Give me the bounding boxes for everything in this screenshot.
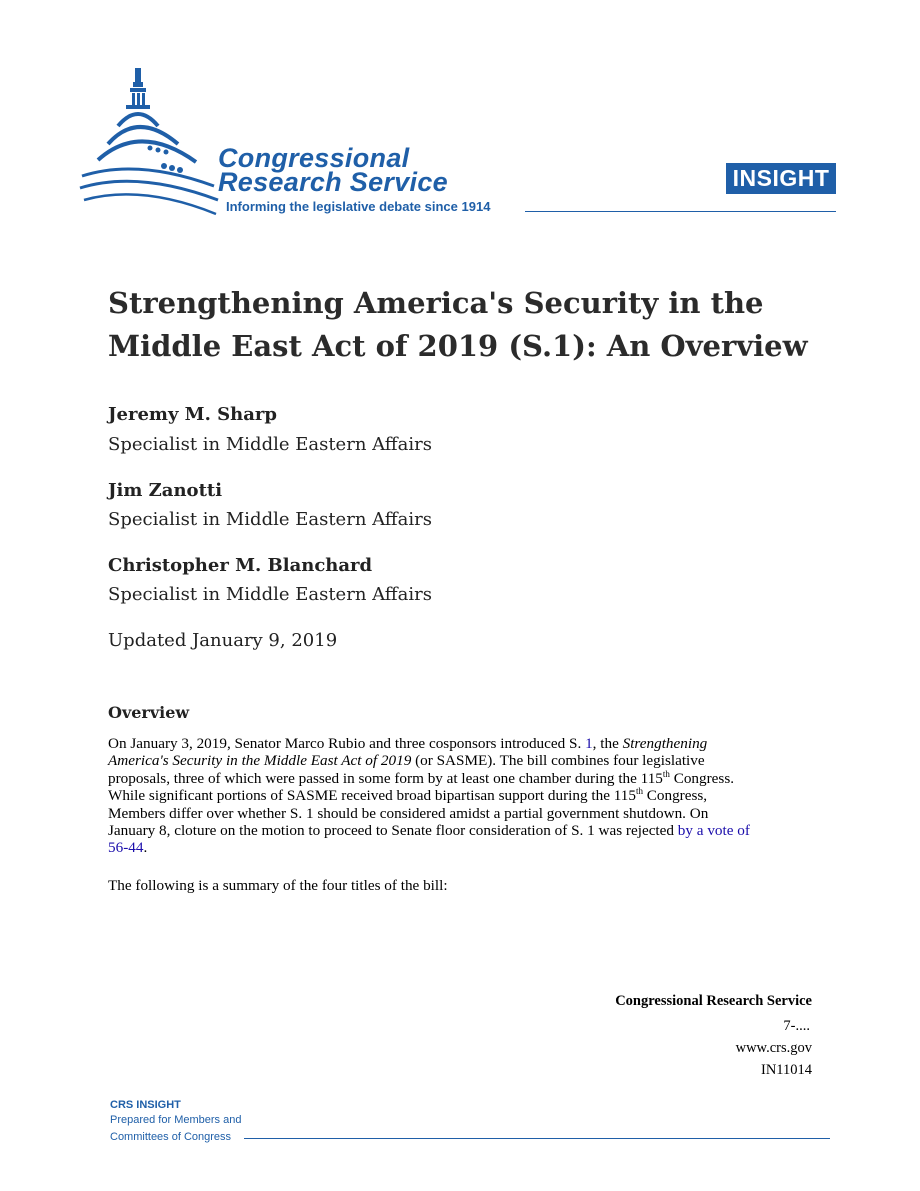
paragraph-line — [108, 735, 820, 752]
paragraph-line — [108, 787, 820, 804]
paragraph-line: Members differ over whether S. 1 should be considered amidst a partial government shutdown. On — [108, 804, 709, 822]
summary-intro: The following is a summary of the four titles of the bill: — [108, 877, 448, 894]
page-title-line1: Strengthening America's Security in the — [108, 286, 764, 320]
footer-divider — [244, 1138, 830, 1139]
footer-org: Congressional Research Service — [615, 993, 812, 1009]
author-name-3: Christopher M. Blanchard — [108, 555, 373, 576]
author-role-2: Specialist in Middle Eastern Affairs — [108, 509, 432, 530]
text-run: , the — [592, 735, 623, 752]
superscript: th — [662, 768, 670, 779]
committees-label: Committees of Congress — [110, 1131, 232, 1143]
updated-date: Updated January 9, 2019 — [108, 630, 338, 651]
s1-link[interactable]: 1 — [585, 735, 593, 752]
text-run: Congress. — [669, 769, 735, 787]
capitol-dome-icon — [78, 66, 228, 218]
text-run: January 8, cloture on the motion to proceed to Senate floor consideration of S. 1 was rejected — [108, 822, 678, 840]
header-divider — [525, 211, 836, 212]
org-name-line1: Congressional — [218, 143, 410, 173]
insight-badge: INSIGHT — [726, 163, 836, 194]
prepared-for-label: Prepared for Members and — [110, 1114, 242, 1126]
author-name-1: Jeremy M. Sharp — [108, 404, 277, 425]
footer-code: 7-.... — [783, 1018, 810, 1034]
overview-paragraph — [108, 735, 820, 857]
paragraph-line — [108, 752, 820, 769]
footer-product-id: IN11014 — [760, 1062, 812, 1078]
author-role-1: Specialist in Middle Eastern Affairs — [108, 434, 432, 455]
text-run: While significant portions of SASME received broad bipartisan support during the 115 — [108, 787, 636, 805]
org-tagline: Informing the legislative debate since 1914 — [226, 199, 491, 214]
org-name-line2: Research Service — [218, 167, 448, 197]
paragraph-line — [108, 770, 820, 787]
text-run: proposals, three of which were passed in some form by at least one chamber during the 115 — [108, 769, 663, 787]
page-title-line2: Middle East Act of 2019 (S.1): An Overview — [108, 329, 808, 363]
text-run: . — [143, 839, 148, 857]
superscript: th — [635, 786, 643, 797]
footer-url[interactable]: www.crs.gov — [735, 1040, 812, 1056]
vote-link[interactable]: by a vote of — [677, 822, 750, 840]
overview-heading: Overview — [108, 703, 190, 722]
page-title — [108, 282, 828, 368]
crs-insight-label: CRS INSIGHT — [110, 1099, 181, 1111]
author-role-3: Specialist in Middle Eastern Affairs — [108, 584, 432, 605]
vote-link-cont[interactable]: 56-44 — [108, 839, 144, 857]
text-run: (or SASME). The bill combines four legislative — [411, 752, 705, 770]
paragraph-line — [108, 839, 820, 856]
bill-title-italic: Strengthening — [622, 735, 708, 752]
author-name-2: Jim Zanotti — [108, 480, 223, 501]
text-run: On January 3, 2019, Senator Marco Rubio and three cosponsors introduced S. — [108, 735, 586, 752]
text-run: Congress, — [642, 787, 708, 805]
bill-title-italic: America's Security in the Middle East Act of 2019 — [108, 752, 412, 770]
paragraph-line — [108, 822, 820, 839]
